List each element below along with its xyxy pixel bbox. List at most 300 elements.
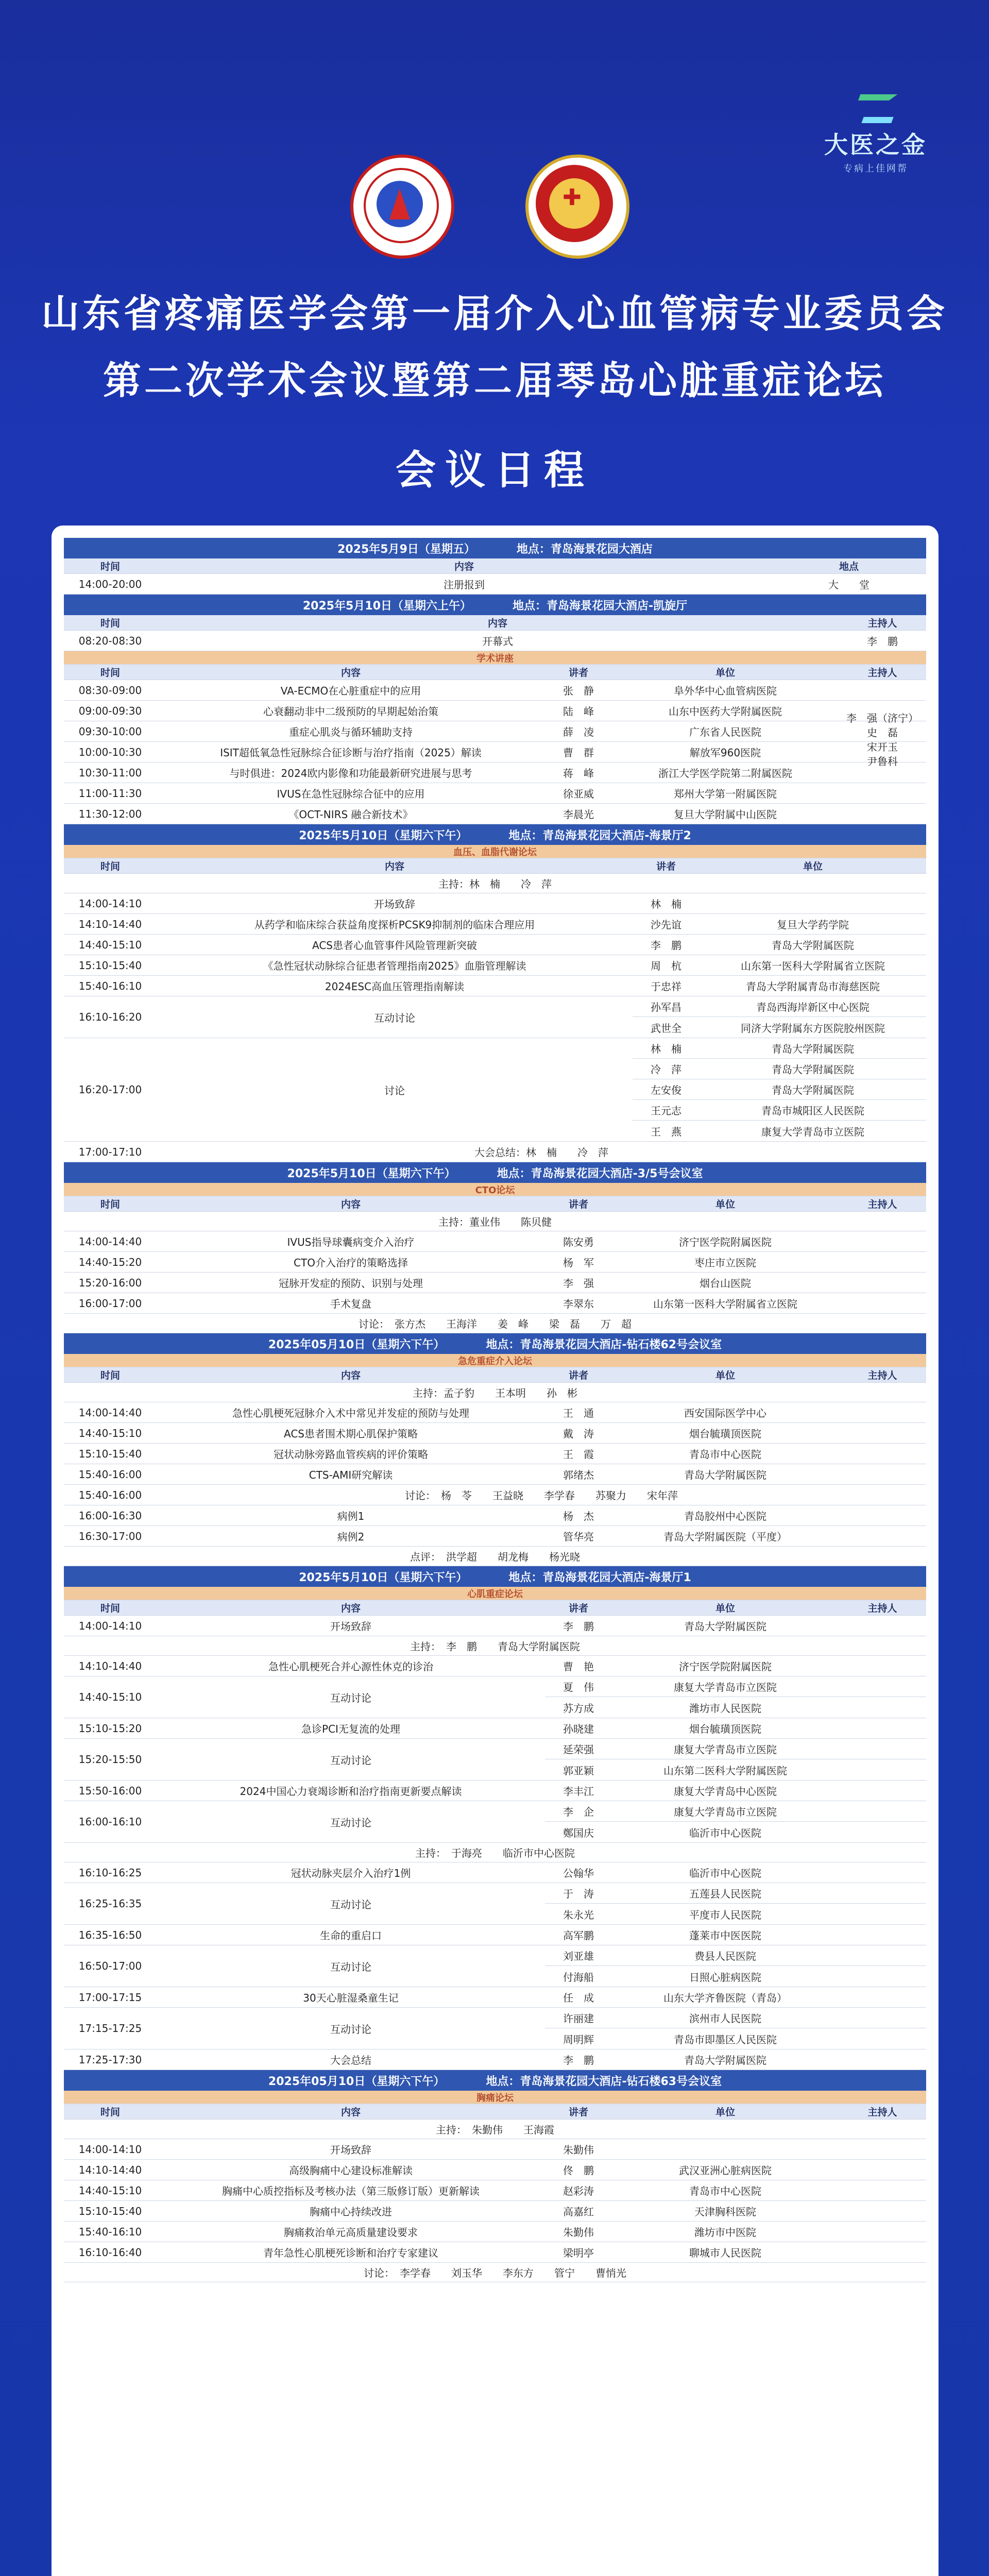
speaker-cell: 杨 杰 xyxy=(563,1510,594,1522)
schedule-row xyxy=(64,762,926,783)
panel-list xyxy=(545,2008,926,2049)
unit-cell: 潍坊市中医院 xyxy=(694,2226,756,2239)
time-cell: 14:00-14:40 xyxy=(78,1235,142,1248)
column-title: 讲者 xyxy=(656,861,676,872)
column-title: 主持人 xyxy=(867,1370,897,1381)
brand-name: 大医之金 xyxy=(824,131,927,159)
unit-cell: 广东省人民医院 xyxy=(689,726,761,738)
day-label: 2025年5月10日（星期六下午） xyxy=(299,1571,468,1584)
schedule-row xyxy=(64,955,926,976)
unit-cell: 枣庄市立医院 xyxy=(694,1257,756,1269)
unit-cell: 山东中医药大学附属医院 xyxy=(669,705,782,718)
speaker-cell: 佟 鹏 xyxy=(563,2164,594,2177)
panelist-row xyxy=(633,1038,926,1059)
content-cell: VA-ECMO在心脏重症中的应用 xyxy=(280,685,421,697)
schedule-row xyxy=(64,1505,926,1526)
time-cell: 15:10-15:40 xyxy=(78,2205,142,2217)
speaker-cell: 李 强 xyxy=(563,1277,594,1290)
panelist-row xyxy=(633,1079,926,1100)
content-cell: IVUS在急性冠脉综合征中的应用 xyxy=(277,788,425,800)
moderator-row xyxy=(64,874,926,893)
schedule-row xyxy=(64,1252,926,1273)
hospital-seal-icon: ✚ xyxy=(525,155,629,259)
time-cell: 17:25-17:30 xyxy=(78,2053,142,2066)
column-title: 内容 xyxy=(384,861,404,872)
speaker-cell: 任 成 xyxy=(563,1992,594,2004)
time-cell: 08:20-08:30 xyxy=(78,634,142,647)
unit-cell: 青岛市中心医院 xyxy=(689,2185,761,2197)
panelist-row xyxy=(633,1059,926,1079)
panelist-row xyxy=(545,1697,926,1718)
discussion-group xyxy=(64,1676,926,1718)
column-title: 内容 xyxy=(340,1199,361,1210)
speaker-cell: 夏 伟 xyxy=(563,1681,594,1693)
speaker-cell: 孙军昌 xyxy=(651,1001,681,1013)
title-line-1: 山东省疼痛医学会第一届介入心血管病专业委员会 xyxy=(41,292,948,336)
day-label: 2025年05月10日（星期六下午） xyxy=(268,1338,445,1351)
unit-cell: 潍坊市人民医院 xyxy=(689,1702,761,1715)
speaker-cell: 孙晓建 xyxy=(563,1723,594,1735)
time-cell: 11:30-12:00 xyxy=(78,807,142,820)
schedule-row xyxy=(64,2049,926,2070)
speaker-cell: 延荣强 xyxy=(563,1743,594,1756)
unit-cell: 聊城市人民医院 xyxy=(689,2247,761,2259)
speaker-cell: 蒋 峰 xyxy=(563,767,594,779)
speaker-cell: 李丰江 xyxy=(563,1785,594,1798)
content-cell: 胸痛中心质控指标及考核办法（第三版修订版）更新解读 xyxy=(222,2185,480,2197)
column-title: 讲者 xyxy=(568,1370,588,1381)
time-cell: 14:40-15:20 xyxy=(78,1256,142,1268)
schedule-row xyxy=(64,935,926,955)
speaker-cell: 李 企 xyxy=(563,1806,594,1818)
time-cell: 14:00-14:10 xyxy=(78,897,142,910)
place-label: 地点：青岛海景花园大酒店-3/5号会议室 xyxy=(497,1167,703,1180)
moderator-row xyxy=(64,1547,926,1566)
content-cell: 开场致辞 xyxy=(374,898,415,910)
content-cell: 急性心肌梗死冠脉介入术中常见并发症的预防与处理 xyxy=(232,1407,469,1419)
moderator-row xyxy=(64,1843,926,1862)
day-header xyxy=(64,1333,926,1354)
day-header xyxy=(64,1162,926,1183)
content-cell: 重症心肌炎与循环辅助支持 xyxy=(289,726,413,738)
unit-cell: 青岛大学附属医院 xyxy=(684,1620,766,1633)
time-cell: 16:00-17:00 xyxy=(78,1297,142,1310)
content-cell: 注册报到 xyxy=(444,579,485,591)
content-cell: 《急性冠状动脉综合征患者管理指南2025》血脂管理解读 xyxy=(263,960,526,972)
forum-name: CTO论坛 xyxy=(475,1184,515,1196)
moderator-line: 点评： 洪学超 胡龙梅 杨光晓 xyxy=(410,1551,580,1563)
column-title: 讲者 xyxy=(568,667,588,679)
speaker-cell: 高军鹏 xyxy=(563,1929,594,1942)
speaker-cell: 李 鹏 xyxy=(563,1620,594,1633)
speaker-cell: 沙先谊 xyxy=(651,919,681,931)
day-label: 2025年5月10日（星期六下午） xyxy=(299,829,468,842)
time-cell: 15:50-16:00 xyxy=(78,1784,142,1797)
time-cell: 16:30-17:00 xyxy=(78,1530,142,1543)
speaker-cell: 周明辉 xyxy=(563,2033,594,2046)
column-title: 地点 xyxy=(839,561,859,572)
day-label: 2025年05月10日（星期六下午） xyxy=(268,2075,445,2088)
unit-cell: 浙江大学医学院第二附属医院 xyxy=(658,767,792,779)
content-cell: 《OCT-NIRS 融合新技术》 xyxy=(288,808,413,821)
content-cell: 开场致辞 xyxy=(330,2144,371,2156)
unit-cell: 烟台毓璜顶医院 xyxy=(689,1428,761,1440)
content-cell: CTS-AMI研究解读 xyxy=(309,1469,393,1481)
column-title: 时间 xyxy=(100,667,120,679)
forum-name: 心肌重症论坛 xyxy=(467,1588,523,1600)
speaker-cell: 武世全 xyxy=(651,1022,681,1035)
unit-cell: 郑州大学第一附属医院 xyxy=(674,788,777,800)
unit-cell: 滨州市人民医院 xyxy=(689,2012,761,2025)
speaker-cell: 许丽建 xyxy=(563,2012,594,2025)
unit-cell: 济宁医学院附属医院 xyxy=(679,1660,772,1673)
unit-cell: 临沂市中心医院 xyxy=(689,1826,761,1839)
column-title: 内容 xyxy=(340,1603,361,1614)
content-cell: 开幕式 xyxy=(482,635,513,648)
panelist-row xyxy=(545,1883,926,1904)
panel-list xyxy=(545,1676,926,1718)
unit-cell: 山东大学齐鲁医院（青岛） xyxy=(663,1992,787,2004)
day-label: 2025年5月10日（星期六上午） xyxy=(302,599,471,613)
schedule-row xyxy=(64,2222,926,2242)
column-title: 讲者 xyxy=(568,1199,588,1210)
content-cell: ISIT超低氧急性冠脉综合征诊断与治疗指南（2025）解读 xyxy=(220,747,482,759)
unit-cell: 康复大学青岛市立医院 xyxy=(674,1743,777,1756)
discussion-group xyxy=(64,2008,926,2049)
time-cell: 15:40-16:10 xyxy=(78,979,142,992)
page-title: 会议日程 xyxy=(395,447,593,494)
content-cell: 30天心脏湿桑童生记 xyxy=(303,1992,399,2004)
content-cell: 大会总结：林 楠 冷 萍 xyxy=(474,1146,608,1159)
time-cell: 14:40-15:10 xyxy=(78,1691,142,1703)
schedule-row xyxy=(64,680,926,701)
brand-swoosh-icon xyxy=(850,90,901,126)
content-cell: 开场致辞 xyxy=(330,1620,371,1633)
schedule-row xyxy=(64,2160,926,2180)
schedule-row xyxy=(64,1293,926,1314)
panelist-row xyxy=(545,1966,926,1987)
speaker-cell: 陈安勇 xyxy=(563,1236,594,1248)
time-cell: 15:40-16:00 xyxy=(78,1468,142,1481)
content-cell: 2024中国心力衰竭诊断和治疗指南更新要点解读 xyxy=(240,1785,462,1798)
speaker-cell: 林 楠 xyxy=(651,898,681,910)
schedule-row xyxy=(64,1464,926,1485)
unit-cell: 山东第一医科大学附属省立医院 xyxy=(653,1298,797,1310)
time-cell: 14:40-15:10 xyxy=(78,1427,142,1439)
schedule-row xyxy=(64,1402,926,1423)
column-title: 时间 xyxy=(100,618,120,629)
speaker-cell: 朱永光 xyxy=(563,1908,594,1921)
schedule-row xyxy=(64,1862,926,1883)
content-cell: 高级胸痛中心建设标准解读 xyxy=(289,2164,413,2177)
time-cell: 14:00-20:00 xyxy=(78,578,142,590)
time-cell: 17:00-17:15 xyxy=(78,1991,142,2004)
panelist-row xyxy=(633,1017,926,1038)
speaker-cell: 朱勤伟 xyxy=(563,2226,594,2239)
panelist-row xyxy=(545,1822,926,1842)
time-cell: 15:10-15:40 xyxy=(78,959,142,972)
panel-list xyxy=(633,1038,926,1141)
time-cell: 15:10-15:20 xyxy=(78,1722,142,1735)
moderator-line: 主持：董业伟 陈贝健 xyxy=(438,1216,552,1228)
schedule-row xyxy=(64,631,926,651)
forum-banner xyxy=(64,1354,926,1367)
speaker-cell: 高嘉红 xyxy=(563,2206,594,2218)
content-cell: 急性心肌梗死合并心源性休克的诊治 xyxy=(268,1660,433,1673)
schedule-card xyxy=(52,526,939,2576)
moderator-row xyxy=(64,1212,926,1231)
schedule-row xyxy=(64,2201,926,2222)
schedule-row xyxy=(64,1142,926,1162)
moderator-line: 主持： 于海亮 临沂市中心医院 xyxy=(415,1847,575,1859)
column-title: 时间 xyxy=(100,561,120,572)
content-cell: 互动讨论 xyxy=(374,1011,415,1024)
speaker-cell: 曹 群 xyxy=(563,747,594,759)
column-header xyxy=(64,2104,926,2120)
column-title: 内容 xyxy=(340,1370,361,1381)
content-cell: 胸痛中心持续改进 xyxy=(310,2206,392,2218)
schedule-row xyxy=(64,1444,926,1464)
column-title: 单位 xyxy=(715,1199,735,1210)
forum-banner xyxy=(64,845,926,858)
time-cell: 16:25-16:35 xyxy=(78,1897,142,1910)
speaker-cell: 郭绪杰 xyxy=(563,1469,594,1481)
speaker-cell: 杨 军 xyxy=(563,1257,594,1269)
panelist-row xyxy=(633,1121,926,1141)
content-cell: 病例1 xyxy=(337,1510,365,1522)
content-cell: ACS患者围术期心肌保护策略 xyxy=(284,1428,418,1440)
column-title: 时间 xyxy=(100,861,120,872)
speaker-cell: 公翰华 xyxy=(563,1867,594,1879)
time-cell: 16:35-16:50 xyxy=(78,1928,142,1941)
schedule-table xyxy=(64,538,926,2282)
unit-cell: 西安国际医学中心 xyxy=(684,1407,766,1419)
panel-list xyxy=(633,996,926,1038)
column-title: 单位 xyxy=(715,2107,735,2118)
time-cell: 10:30-11:00 xyxy=(78,766,142,779)
unit-cell: 青岛大学附属青岛市海慈医院 xyxy=(746,980,880,993)
speaker-cell: 王 通 xyxy=(563,1407,594,1419)
discussion-group xyxy=(64,1801,926,1843)
time-cell: 14:10-14:40 xyxy=(78,2163,142,2176)
schedule-row xyxy=(64,1718,926,1739)
speaker-cell: 李晨光 xyxy=(563,808,594,821)
content-cell: 冠状动脉旁路血管疾病的评价策略 xyxy=(274,1448,428,1461)
speaker-cell: 朱勤伟 xyxy=(563,2144,594,2156)
discussion-group xyxy=(64,1038,926,1142)
discussion-group xyxy=(64,1883,926,1925)
speaker-cell: 陆 峰 xyxy=(563,705,594,718)
column-header xyxy=(64,1367,926,1383)
unit-cell: 解放军960医院 xyxy=(689,747,761,759)
unit-cell: 康复大学青岛市立医院 xyxy=(674,1806,777,1818)
time-cell: 16:50-17:00 xyxy=(78,1960,142,1972)
time-cell: 17:15-17:25 xyxy=(78,2022,142,2035)
society-seal-icon xyxy=(350,155,454,259)
schedule-row xyxy=(64,1485,926,1505)
column-title: 内容 xyxy=(340,667,361,679)
column-title: 时间 xyxy=(100,1199,120,1210)
moderator-line: 讨论： 张方杰 王海洋 姜 峰 梁 磊 万 超 xyxy=(359,1318,632,1330)
schedule-row xyxy=(64,1656,926,1676)
schedule-row xyxy=(64,1231,926,1252)
location-cell: 大 堂 xyxy=(828,579,869,591)
panelist-row xyxy=(545,2028,926,2049)
unit-cell: 山东第二医科大学附属医院 xyxy=(663,1764,787,1777)
column-title: 内容 xyxy=(454,561,474,572)
day-header xyxy=(64,595,926,615)
panelist-row xyxy=(545,1801,926,1822)
content-cell: 冠脉开发症的预防、识别与处理 xyxy=(279,1277,423,1290)
brand-logo xyxy=(809,90,943,175)
day-header xyxy=(64,1566,926,1587)
speaker-cell: 李 鹏 xyxy=(651,939,681,952)
content-cell: 2024ESC高血压管理指南解读 xyxy=(325,980,465,993)
moderator-line: 主持： 朱勤伟 王海霞 xyxy=(436,2124,554,2136)
unit-cell: 费县人民医院 xyxy=(694,1950,756,1962)
forum-banner xyxy=(64,2091,926,2104)
content-cell: 手术复盘 xyxy=(330,1298,371,1310)
unit-cell: 日照心脏病医院 xyxy=(689,1971,761,1984)
discussion-group xyxy=(64,996,926,1038)
column-header xyxy=(64,858,926,874)
speaker-cell: 李翠东 xyxy=(563,1298,594,1310)
content-cell: 病例2 xyxy=(337,1531,365,1543)
unit-cell: 青岛大学附属医院 xyxy=(684,1469,766,1481)
speaker-cell: 于忠祥 xyxy=(651,980,681,993)
unit-cell: 烟台毓璜顶医院 xyxy=(689,1723,761,1735)
schedule-row xyxy=(64,1987,926,2008)
content-cell: 生命的重启口 xyxy=(320,1929,382,1942)
moderator-row xyxy=(64,2120,926,2139)
panelist-row xyxy=(545,1676,926,1697)
unit-cell: 青岛西海岸新区中心医院 xyxy=(756,1001,869,1013)
unit-cell: 五莲县人民医院 xyxy=(689,1888,761,1900)
unit-cell: 临沂市中心医院 xyxy=(689,1867,761,1879)
schedule-row xyxy=(64,701,926,721)
column-header xyxy=(64,1600,926,1616)
time-cell: 14:00-14:10 xyxy=(78,1619,142,1632)
schedule-row xyxy=(64,1273,926,1293)
panel-list xyxy=(545,1945,926,1987)
column-header xyxy=(64,665,926,680)
moderator-line: 主持： 李 鹏 青岛大学附属医院 xyxy=(410,1640,580,1653)
content-cell: IVUS指导球囊病变介入治疗 xyxy=(287,1236,415,1248)
forum-name: 学术讲座 xyxy=(476,653,514,664)
time-cell: 14:40-15:10 xyxy=(78,2184,142,2197)
discussion-group xyxy=(64,1739,926,1781)
unit-cell: 青岛市城阳区人民医院 xyxy=(761,1105,864,1117)
time-cell: 16:10-16:25 xyxy=(78,1866,142,1879)
header xyxy=(0,0,989,520)
unit-cell: 青岛大学附属医院 xyxy=(772,1043,854,1055)
time-cell: 15:40-16:10 xyxy=(78,2225,142,2238)
time-cell: 15:40-16:00 xyxy=(78,1488,142,1501)
panelist-row xyxy=(633,996,926,1017)
place-label: 地点：青岛海景花园大酒店-海景厅2 xyxy=(508,829,691,842)
time-cell: 09:00-09:30 xyxy=(78,704,142,717)
schedule-row xyxy=(64,914,926,935)
panel-list xyxy=(545,1883,926,1924)
moderator-row xyxy=(64,1314,926,1333)
speaker-cell: 冷 萍 xyxy=(651,1063,681,1076)
time-cell: 16:10-16:40 xyxy=(78,2246,142,2259)
place-label: 地点：青岛海景花园大酒店 xyxy=(516,543,653,556)
day-header xyxy=(64,2070,926,2091)
panelist-row xyxy=(545,2008,926,2028)
column-title: 内容 xyxy=(340,2107,361,2118)
forum-banner xyxy=(64,1183,926,1196)
speaker-cell: 刘亚雄 xyxy=(563,1950,594,1962)
panelist-row xyxy=(545,1759,926,1780)
schedule-row xyxy=(64,783,926,804)
forum-name: 急危重症介入论坛 xyxy=(458,1355,532,1367)
speaker-cell: 王 霞 xyxy=(563,1448,594,1461)
column-header xyxy=(64,1196,926,1212)
schedule-row xyxy=(64,1423,926,1444)
content-cell: 从药学和临床综合获益角度探析PCSK9抑制剂的临床合理应用 xyxy=(254,919,535,931)
forum-banner xyxy=(64,651,926,665)
schedule-row xyxy=(64,2180,926,2201)
unit-cell: 青岛大学附属医院 xyxy=(772,939,854,952)
unit-cell: 天津胸科医院 xyxy=(694,2206,756,2218)
time-cell: 14:40-15:10 xyxy=(78,938,142,951)
time-cell: 14:00-14:10 xyxy=(78,2143,142,2156)
time-cell: 17:00-17:10 xyxy=(78,1145,142,1158)
unit-cell: 山东第一医科大学附属省立医院 xyxy=(741,960,885,972)
content-cell: 互动讨论 xyxy=(330,1816,371,1829)
time-cell: 11:00-11:30 xyxy=(78,787,142,800)
schedule-row xyxy=(64,804,926,824)
speaker-cell: 薛 凌 xyxy=(563,726,594,738)
speaker-cell: 张 静 xyxy=(563,685,594,697)
speaker-cell: 王 燕 xyxy=(651,1125,681,1138)
content-cell: 大会总结 xyxy=(330,2054,371,2066)
day-header xyxy=(64,824,926,845)
moderator-line: 主持：林 楠 冷 萍 xyxy=(438,878,552,890)
column-title: 主持人 xyxy=(867,618,897,629)
schedule-row xyxy=(64,1526,926,1547)
panelist-row xyxy=(545,1945,926,1966)
column-title: 单位 xyxy=(803,861,823,872)
column-title: 时间 xyxy=(100,1370,120,1381)
panelist-row xyxy=(633,1100,926,1121)
unit-cell: 康复大学青岛中心医院 xyxy=(674,1785,777,1798)
content-cell: 心衰翻动非中二级预防的早期起始治策 xyxy=(263,705,438,718)
speaker-cell: 曹 艳 xyxy=(563,1660,594,1673)
unit-cell: 复旦大学药学院 xyxy=(777,919,849,931)
speaker-cell: 苏方成 xyxy=(563,1702,594,1715)
speaker-cell: 付海船 xyxy=(563,1971,594,1984)
discussion-group xyxy=(64,1945,926,1987)
unit-cell: 蓬莱市中医医院 xyxy=(689,1929,761,1942)
unit-cell: 青岛大学附属医院 xyxy=(684,2054,766,2066)
schedule-row xyxy=(64,1616,926,1636)
forum-name: 胸痛论坛 xyxy=(476,2092,514,2104)
content-cell: 互动讨论 xyxy=(330,1691,371,1704)
content-cell: 急诊PCI无复流的处理 xyxy=(301,1723,400,1735)
unit-cell: 烟台山医院 xyxy=(700,1277,751,1290)
unit-cell: 青岛大学附属医院 xyxy=(772,1084,854,1096)
speaker-cell: 徐亚威 xyxy=(563,788,594,800)
content-cell: 讨论 xyxy=(384,1084,405,1097)
speaker-cell: 于 涛 xyxy=(563,1888,594,1900)
title-line-2: 第二次学术会议暨第二届琴岛心脏重症论坛 xyxy=(103,359,886,403)
panelist-row xyxy=(545,1739,926,1759)
column-title: 主持人 xyxy=(867,1603,897,1614)
column-title: 时间 xyxy=(100,2107,120,2118)
column-title: 时间 xyxy=(100,1603,120,1614)
